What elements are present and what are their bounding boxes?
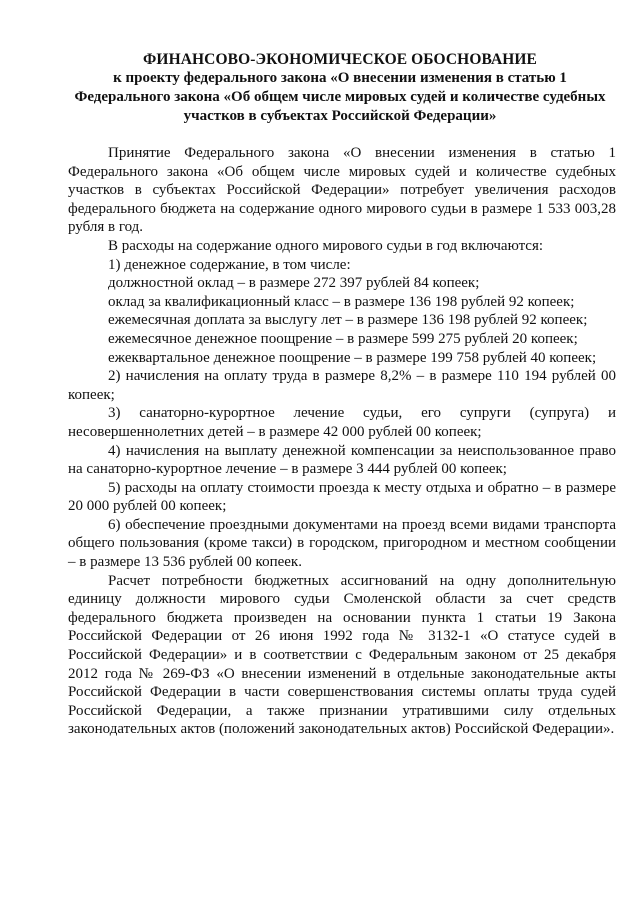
calculation-paragraph: Расчет потребности бюджетных ассигнований на одну дополнительную единицу должности мирового судьи Смоленской области за счет средств федерального бюджета произведен на основании пункта 1 статьи 19 Закона Российской Федерации от 26 июня 1992 года № 3132-1 «О статусе судей в Российской Федерации» и в соответствии с Федеральным законом от 25 декабря 2012 года № 269-ФЗ «О внесении изменений в отдельные законодательные акты Российской Федерации в части совершенствования системы оплаты труда судей Российской Федерации, а также признании утратившими силу отдельных законодательных актов (положений законодательных актов) Российской Федерации». [68,572,616,738]
expense-item-1-salary: должностной оклад – в размере 272 397 рублей 84 копеек; [108,275,480,292]
expense-item-1-class-salary: оклад за квалификационный класс – в размере 136 198 рублей 92 копеек; [108,293,575,310]
document-body [68,144,616,739]
expense-item-2: 2) начисления на оплату труда в размере 8,2% – в размере 110 194 рублей 00 копеек; [68,368,616,403]
document-subtitle-line-1: к проекту федерального закона «О внесении изменения в статью 1 [113,70,567,86]
expense-item-1-monthly-bonus: ежемесячное денежное поощрение – в размере 599 275 рублей 20 копеек; [108,330,578,347]
document-title: ФИНАНСОВО-ЭКОНОМИЧЕСКОЕ ОБОСНОВАНИЕ [143,51,537,68]
expense-item-6: 6) обеспечение проездными документами на проезд всеми видами транспорта общего пользования (кроме такси) в городском, пригородном и местном сообщении – в размере 13 536 рублей 00 копеек. [68,516,616,571]
document-subtitle-line-2: Федерального закона «Об общем числе мировых судей и количестве судебных [74,89,606,105]
expense-item-1: 1) денежное содержание, в том числе: [108,256,351,273]
intro-paragraph: Принятие Федерального закона «О внесении изменения в статью 1 Федерального закона «Об общем числе мировых судей и количестве судебных участков в субъектах Российской Федерации» потребует увеличения расходов федерального бюджета на содержание одного мирового судьи в размере 1 533 003,28 рубля в год. [68,145,616,236]
expense-item-5: 5) расходы на оплату стоимости проезда к месту отдыха и обратно – в размере 20 000 рублей 00 копеек; [68,479,616,515]
expenses-intro-paragraph: В расходы на содержание одного мирового судьи в год включаются: [108,237,544,254]
expense-item-4: 4) начисления на выплату денежной компенсации за неиспользованное право на санаторно-курортное лечение – в размере 3 444 рублей 00 копеек; [68,442,616,478]
expense-item-3: 3) санаторно-курортное лечение судьи, его супруги (супруга) и несовершеннолетних детей – в размере 42 000 рублей 00 копеек; [68,405,616,440]
expense-item-1-seniority: ежемесячная доплата за выслугу лет – в размере 136 198 рублей 92 копеек; [108,312,588,329]
expense-item-1-quarterly-bonus: ежеквартальное денежное поощрение – в размере 199 758 рублей 40 копеек; [108,349,597,366]
document-subtitle-line-3: участков в субъектах Российской Федерации» [183,108,497,124]
document-header [60,50,620,126]
